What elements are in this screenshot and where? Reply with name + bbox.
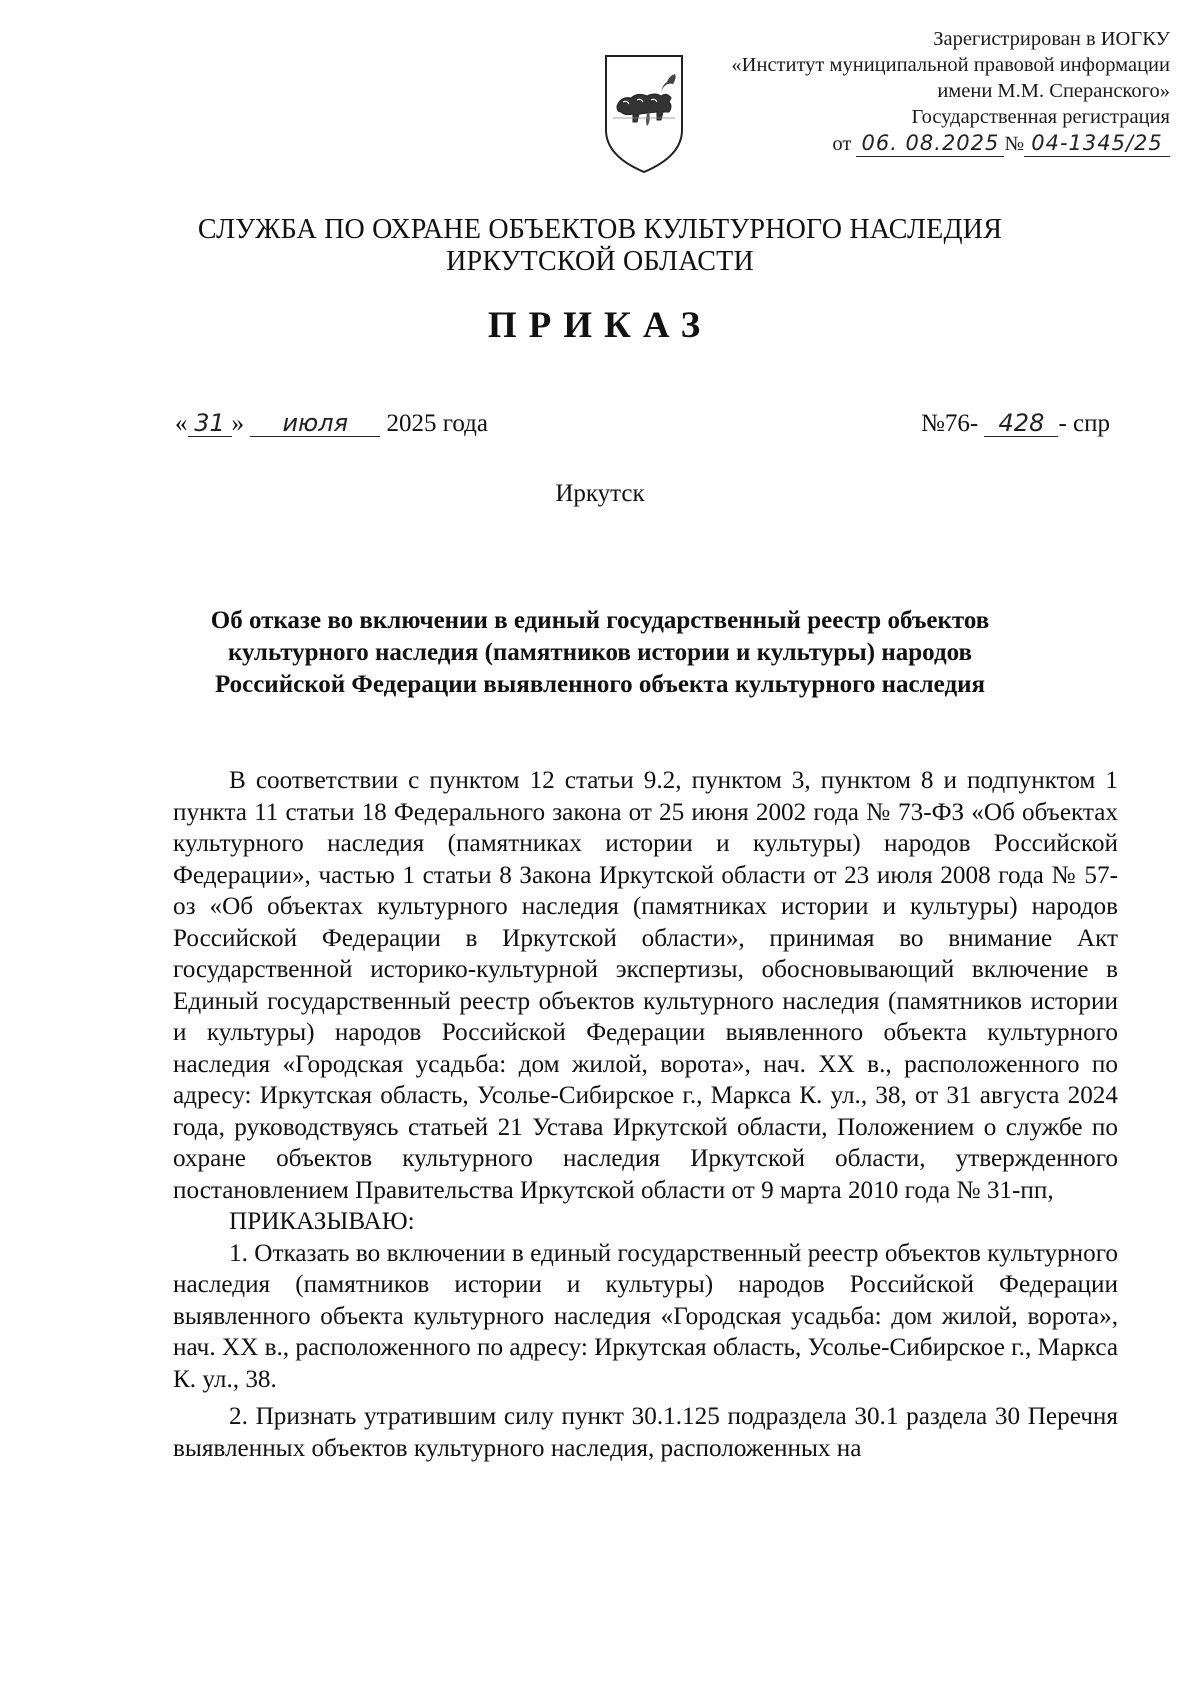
body-order-word: ПРИКАЗЫВАЮ: [229,1208,415,1235]
registration-number-prefix: № [1004,133,1024,155]
order-number [921,410,1110,438]
registration-date-value: 06. 08.2025 [856,130,1004,157]
date-close-quote: » [231,410,244,437]
date-month: июля [250,410,380,437]
registration-stamp [650,26,1170,157]
order-number-prefix: №76- [921,410,979,437]
subject-line-1: Об отказе во включении в единый государственный реестр объектов [210,607,990,634]
body-item-1: 1. Отказать во включении в единый государственный реестр объектов культурного наследия (памятников истории и культуры) народов Российской Федерации выявленного объекта культурного наследия «Городская усадьба: дом жилой, ворота», нач. XX в., расположенного по адресу: Иркутская область, Усолье-Сибирское г., Маркса К. ул., 38. [173,1239,1119,1393]
coat-of-arms-emblem [603,52,685,176]
body-item-2: 2. Признать утратившим силу пункт 30.1.125 подраздела 30.1 раздела 30 Перечня выявленных объектов культурного наследия, расположенных на [173,1403,1118,1462]
date-year: 2025 года [386,410,488,437]
agency-name-line-2: ИРКУТСКОЙ ОБЛАСТИ [446,246,754,277]
registration-line-3: имени М.М. Сперанского» [937,80,1170,102]
order-number-value: 428 [984,410,1058,437]
registration-line-1: Зарегистрирован в ИОГКУ [933,28,1170,50]
city-name: Иркутск [555,480,645,507]
registration-line-4: Государственная регистрация [911,106,1170,128]
agency-name [0,214,1200,278]
registration-number-value: 04-1345/25 [1024,130,1170,157]
subject-line-2: культурного наследия (памятников истории и культуры) народов [227,639,972,666]
registration-date-line [650,130,1170,157]
order-date [175,410,488,438]
subject-line-3: Российской Федерации выявленного объекта культурного наследия [214,671,986,698]
order-number-suffix: - спр [1058,410,1110,437]
date-day: 31 [188,410,232,437]
body-preamble: В соответствии с пунктом 12 статьи 9.2, пунктом 3, пунктом 8 и подпунктом 1 пункта 11 статьи 18 Федерального закона от 25 июня 2002 года № 73-ФЗ «Об объектах культурного наследия (памятниках истории и культуры) народов Российской Федерации», частью 1 статьи 8 Закона Иркутской области от 23 июля 2008 года № 57-оз «Об объектах культурного наследия (памятниках истории и культуры) народов Российской Федерации в Иркутской области», принимая во внимание Акт государственной историко-культурной экспертизы, обосновывающий включение в Единый государственный реестр объектов культурного наследия (памятников истории и культуры) народов Российской Федерации выявленного объекта культурного наследия «Городская усадьба: дом жилой, ворота», нач. XX в., расположенного по адресу: Иркутская область, Усолье-Сибирское г., Маркса К. ул., 38, от 31 августа 2024 года, руководствуясь статьей 21 Устава Иркутской области, Положением о службе по охране объектов культурного наследия Иркутской области, утвержденного постановлением Правительства Иркутской области от 9 марта 2010 года № 31-пп, [173,767,1118,1204]
order-body [173,765,1118,1464]
order-title: ПРИКАЗ [487,305,713,346]
date-open-quote: « [175,410,188,437]
registration-line-2: «Институт муниципальной правовой информации [731,54,1170,76]
registration-date-prefix: от [832,133,852,155]
agency-name-line-1: СЛУЖБА ПО ОХРАНЕ ОБЪЕКТОВ КУЛЬТУРНОГО НАСЛЕДИЯ [197,214,1003,245]
order-subject [160,605,1040,701]
